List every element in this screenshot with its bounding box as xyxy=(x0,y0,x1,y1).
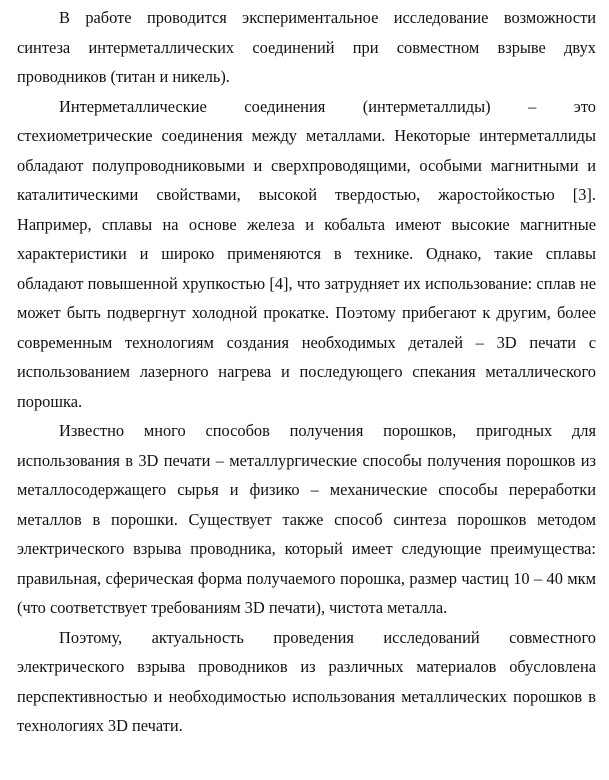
paragraph-1: В работе проводится экспериментальное исследование возможности синтеза интерметаллических соединений при совместном взрыве двух проводников (титан и никель). xyxy=(17,8,596,86)
paragraph-3: Известно много способов получения порошков, пригодных для использования в 3D печати – металлургические способы получения порошков из металлосодержащего сырья и физико – механические способы переработки металлов в порошки. Существует также способ синтеза порошков методом электрического взрыва проводника, который имеет следующие преимущества: правильная, сферическая форма получаемого порошка, размер частиц 10 – 40 мкм (что соответствует требованиям 3D печати), чистота металла. xyxy=(17,421,596,617)
paragraph-4: Поэтому, актуальность проведения исследований совместного электрического взрыва проводников из различных материалов обусловлена перспективностью и необходимостью использования металлических порошков в технологиях 3D печати. xyxy=(17,627,596,735)
paragraph-2: Интерметаллические соединения (интерметаллиды) – это стехиометрические соединения между металлами. Некоторые интерметаллиды обладают полупроводниковыми и сверхпроводящими, особыми магнитными и каталитическими свойствами, высокой твердостью, жаростойкостью [3]. Например, сплавы на основе железа и кобальта имеют высокие магнитные характеристики и широко применяются в технике. Однако, такие сплавы обладают повышенной хрупкостью [4], что затрудняет их использование: сплав не может быть подвергнут холодной прокатке. Поэтому прибегают к другим, более современным технологиям создания необходимых деталей – 3D печати с использованием лазерного нагрева и последующего спекания металлического порошка. xyxy=(17,96,596,411)
